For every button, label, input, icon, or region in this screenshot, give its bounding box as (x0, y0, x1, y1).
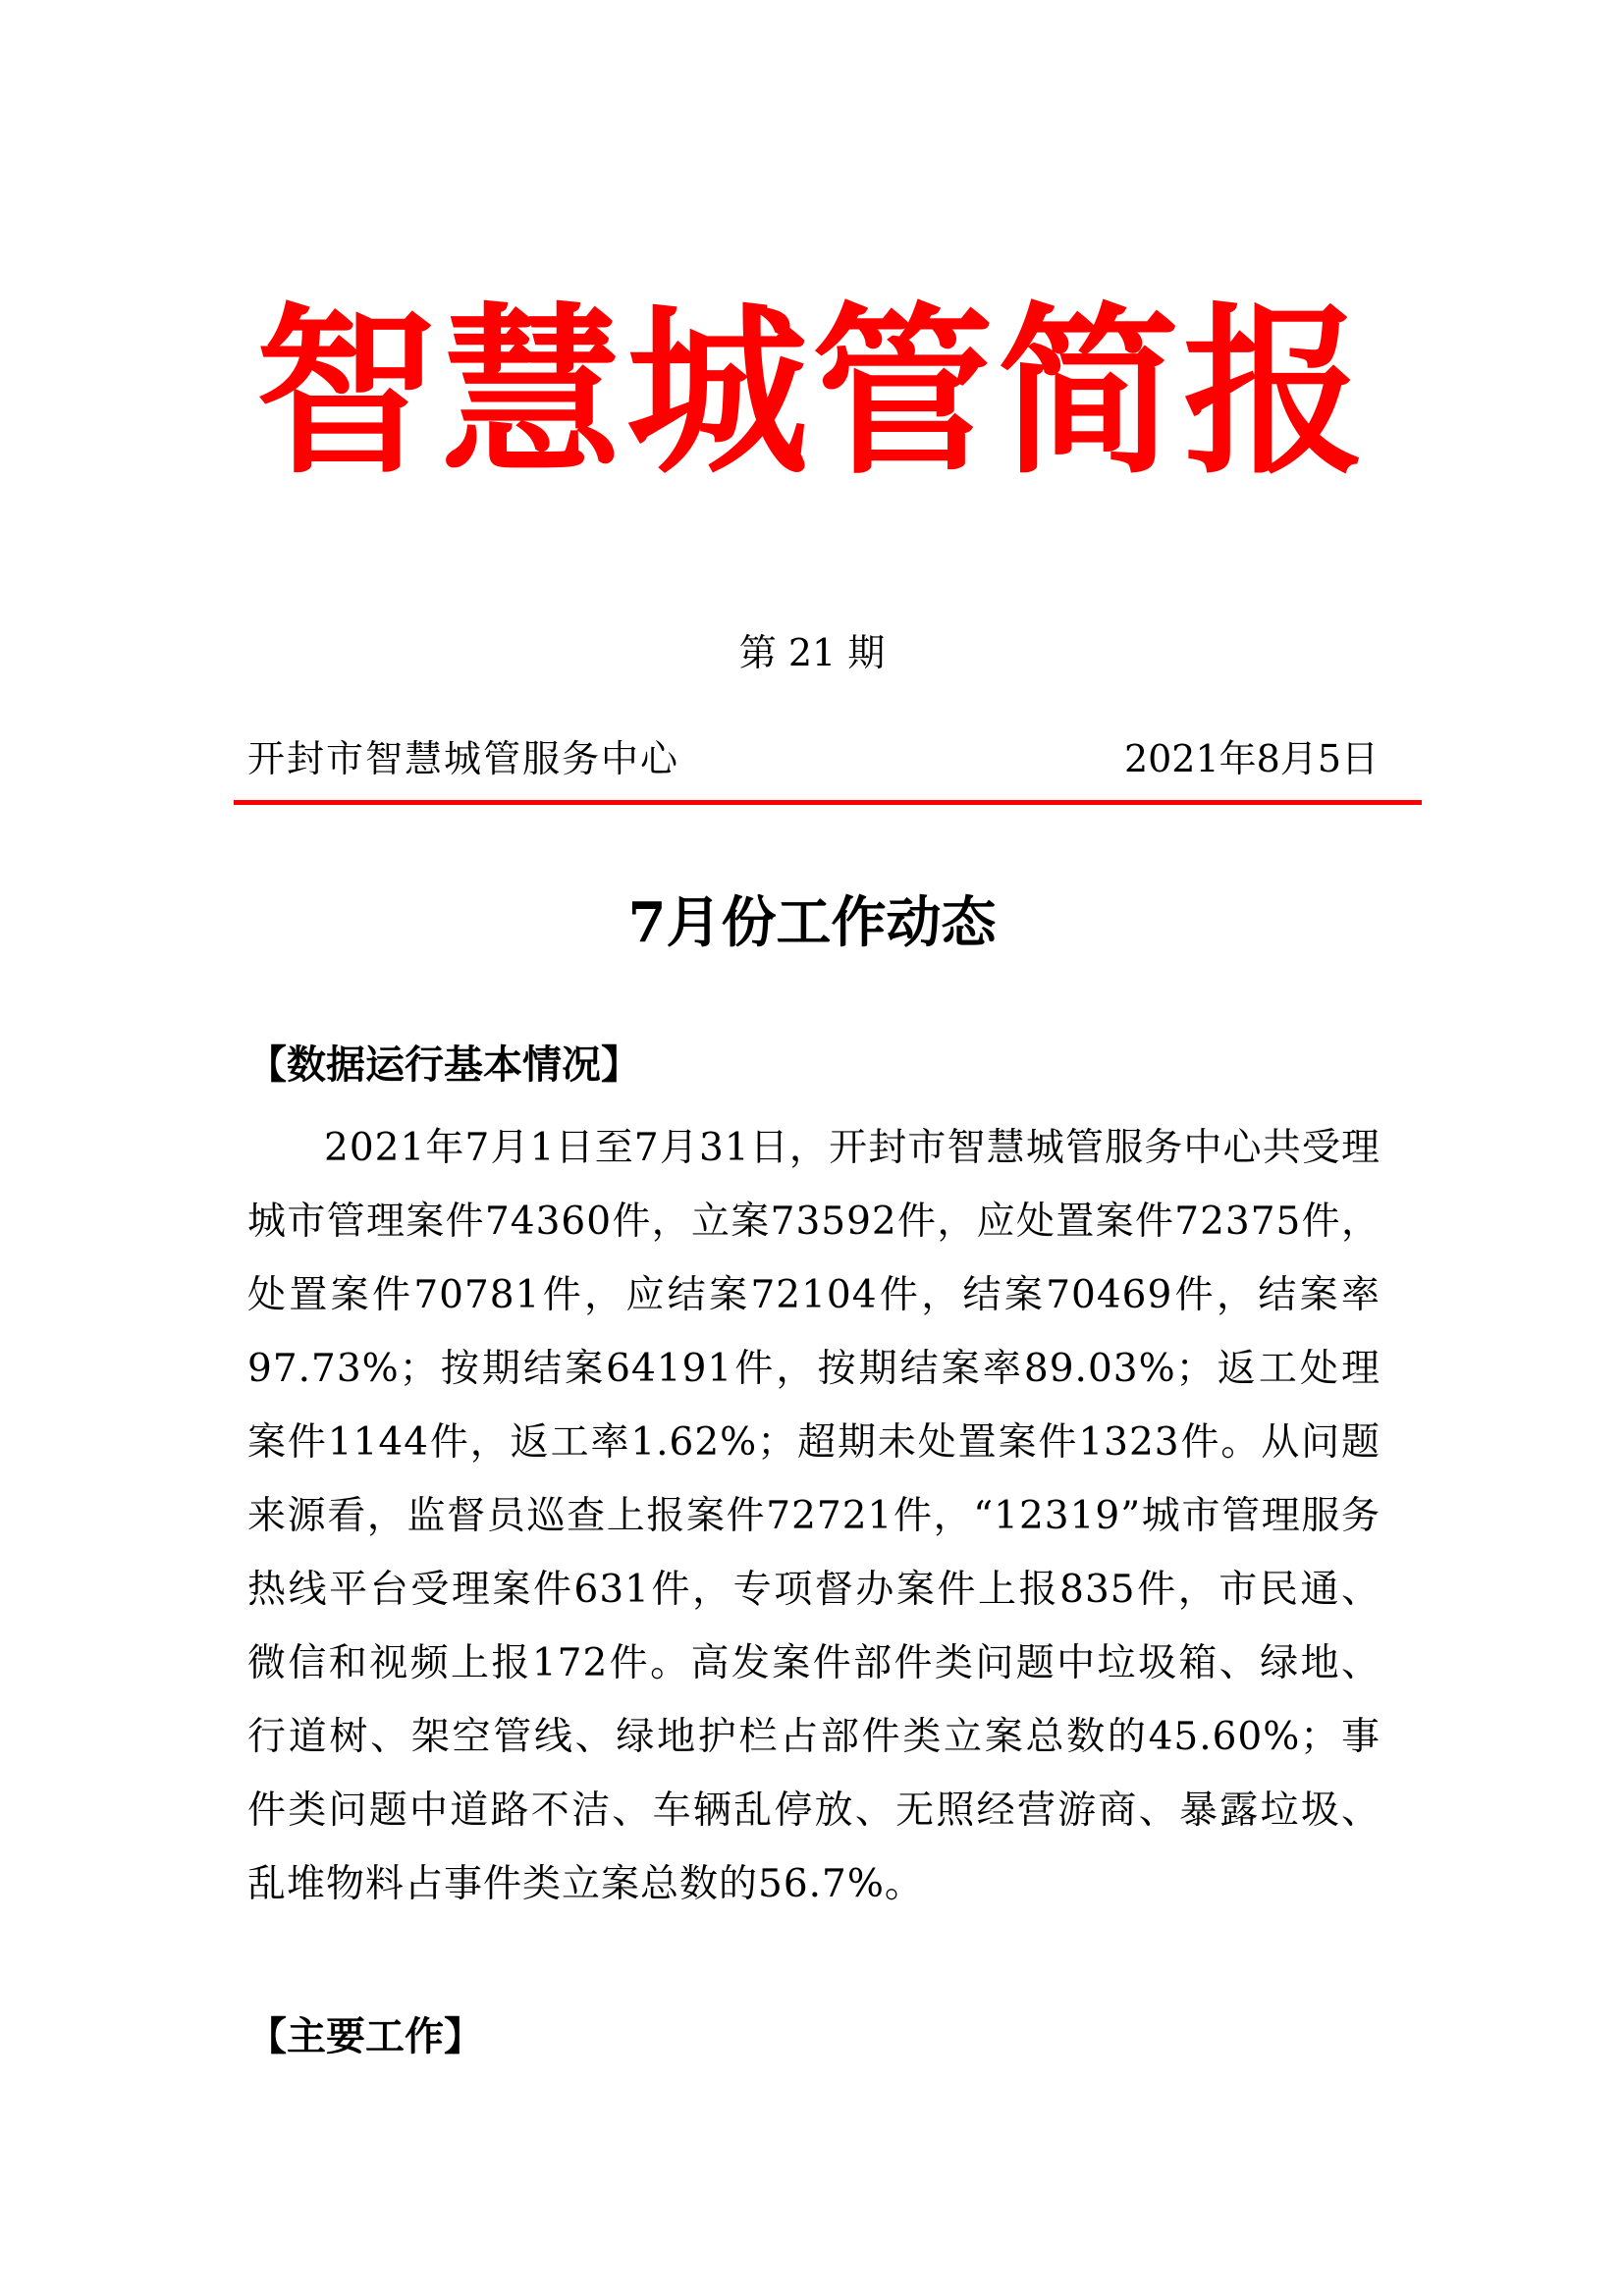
section-body-data-overview: 2021年7月1日至7月31日，开封市智慧城管服务中心共受理城市管理案件74360件，立案73592件，应处置案件72375件，处置案件70781件，应结案72104件，结案70469件，结案率97.73%；按期结案64191件，按期结案率89.03%；返工处理案件1144件，返工率1.62%；超期未处置案件1323件。从问题来源看，监督员巡查上报案件72721件，“12319”城市管理服务热线平台受理案件631件，专项督办案件上报835件，市民通、微信和视频上报172件。高发案件部件类问题中垃圾箱、绿地、行道树、架空管线、绿地护栏占部件类立案总数的45.60%；事件类问题中道路不洁、车辆乱停放、无照经营游商、暴露垃圾、乱堆物料占事件类立案总数的56.7%。 (247, 1126, 1380, 1906)
section-heading-main-work: 【主要工作】 (247, 2014, 483, 2059)
issue-date: 2021年8月5日 (1123, 737, 1379, 780)
issuing-organization: 开封市智慧城管服务中心 (247, 737, 680, 780)
document-title: 7月份工作动态 (627, 890, 997, 955)
red-divider-rule (234, 800, 1422, 805)
section-heading-data-overview: 【数据运行基本情况】 (247, 1042, 640, 1088)
issue-number: 第 21 期 (738, 631, 886, 674)
masthead-title: 智慧城管简报 (255, 287, 1369, 499)
